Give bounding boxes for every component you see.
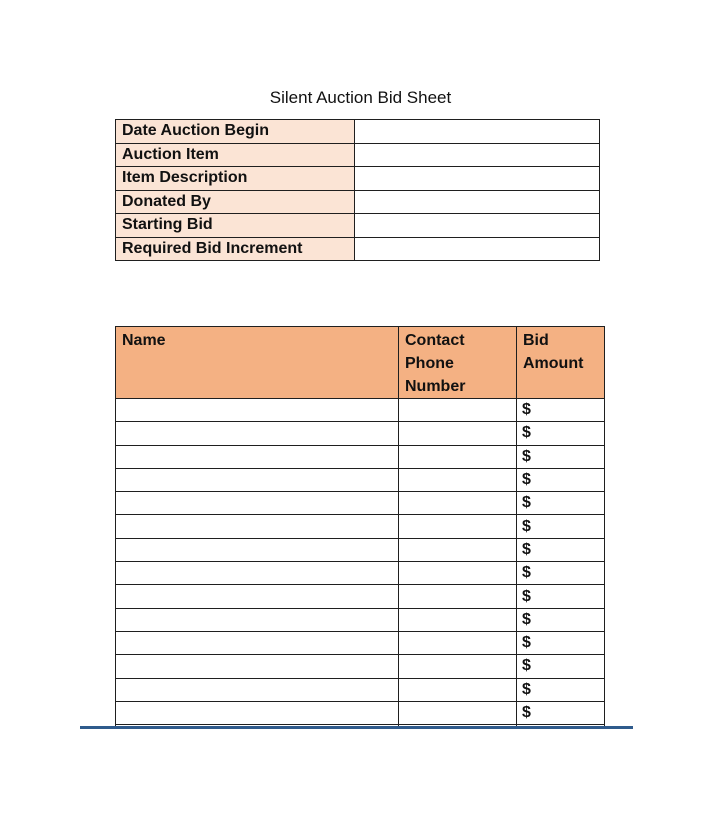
bid-amount-cell[interactable]: $ [517,655,605,678]
bid-amount-cell[interactable]: $ [517,515,605,538]
info-row [116,190,600,214]
header-phone-line2: Phone [405,355,454,372]
header-bid-line1: Bid [523,332,549,349]
info-value-field[interactable] [355,167,600,191]
header-name-label: Name [122,332,166,349]
bid-phone-cell[interactable] [399,655,517,678]
bid-name-cell[interactable] [116,655,399,678]
bid-phone-cell[interactable] [399,445,517,468]
info-label: Required Bid Increment [116,237,355,261]
bid-amount-cell[interactable]: $ [517,701,605,724]
table-row [116,631,605,654]
bid-name-cell[interactable] [116,399,399,422]
header-contact-phone [399,327,517,399]
table-row [116,655,605,678]
info-value-field[interactable] [355,120,600,144]
bid-table-header-row [116,327,605,399]
header-phone-line1: Contact [405,332,465,349]
bid-phone-cell[interactable] [399,562,517,585]
header-bid-amount [517,327,605,399]
bid-amount-cell[interactable]: $ [517,631,605,654]
table-row [116,445,605,468]
table-row [116,678,605,701]
bid-phone-cell[interactable] [399,515,517,538]
table-row [116,538,605,561]
info-label: Auction Item [116,143,355,167]
bid-phone-cell[interactable] [399,422,517,445]
bid-amount-cell[interactable]: $ [517,608,605,631]
table-row [116,515,605,538]
bid-name-cell[interactable] [116,538,399,561]
bid-name-cell[interactable] [116,445,399,468]
info-label: Starting Bid [116,214,355,238]
info-row [116,143,600,167]
header-bid-line2: Amount [523,355,584,372]
bid-amount-cell[interactable]: $ [517,678,605,701]
bid-amount-cell[interactable]: $ [517,538,605,561]
bid-name-cell[interactable] [116,562,399,585]
bid-phone-cell[interactable] [399,631,517,654]
table-row [116,585,605,608]
bid-name-cell[interactable] [116,631,399,654]
bid-phone-cell[interactable] [399,678,517,701]
table-row [116,399,605,422]
bid-name-cell[interactable] [116,608,399,631]
table-row [116,468,605,491]
bid-name-cell[interactable] [116,701,399,724]
table-row [116,608,605,631]
table-row [116,492,605,515]
bid-name-cell[interactable] [116,492,399,515]
bid-phone-cell[interactable] [399,538,517,561]
table-row [116,562,605,585]
bottom-rule [80,726,633,729]
info-value-field[interactable] [355,237,600,261]
bid-table [115,326,605,748]
table-row [116,422,605,445]
auction-info-table [115,119,600,261]
header-name [116,327,399,399]
table-row [116,701,605,724]
info-value-field[interactable] [355,214,600,238]
bid-amount-cell[interactable]: $ [517,422,605,445]
info-value-field[interactable] [355,143,600,167]
info-value-field[interactable] [355,190,600,214]
page-title: Silent Auction Bid Sheet [269,88,452,107]
bid-amount-cell[interactable]: $ [517,445,605,468]
bid-phone-cell[interactable] [399,701,517,724]
bid-amount-cell[interactable]: $ [517,585,605,608]
bid-phone-cell[interactable] [399,585,517,608]
bid-amount-cell[interactable]: $ [517,492,605,515]
info-label: Donated By [116,190,355,214]
bid-name-cell[interactable] [116,515,399,538]
bid-phone-cell[interactable] [399,399,517,422]
info-row [116,167,600,191]
bid-phone-cell[interactable] [399,608,517,631]
bid-phone-cell[interactable] [399,468,517,491]
info-row [116,214,600,238]
info-row [116,120,600,144]
bid-amount-cell[interactable]: $ [517,468,605,491]
bid-phone-cell[interactable] [399,492,517,515]
bid-name-cell[interactable] [116,678,399,701]
bid-name-cell[interactable] [116,585,399,608]
bid-amount-cell[interactable]: $ [517,399,605,422]
page-bottom-area [0,729,721,825]
info-row [116,237,600,261]
info-label: Date Auction Begin [116,120,355,144]
info-label: Item Description [116,167,355,191]
header-phone-line3: Number [405,378,466,395]
bid-name-cell[interactable] [116,422,399,445]
bid-name-cell[interactable] [116,468,399,491]
bid-amount-cell[interactable]: $ [517,562,605,585]
